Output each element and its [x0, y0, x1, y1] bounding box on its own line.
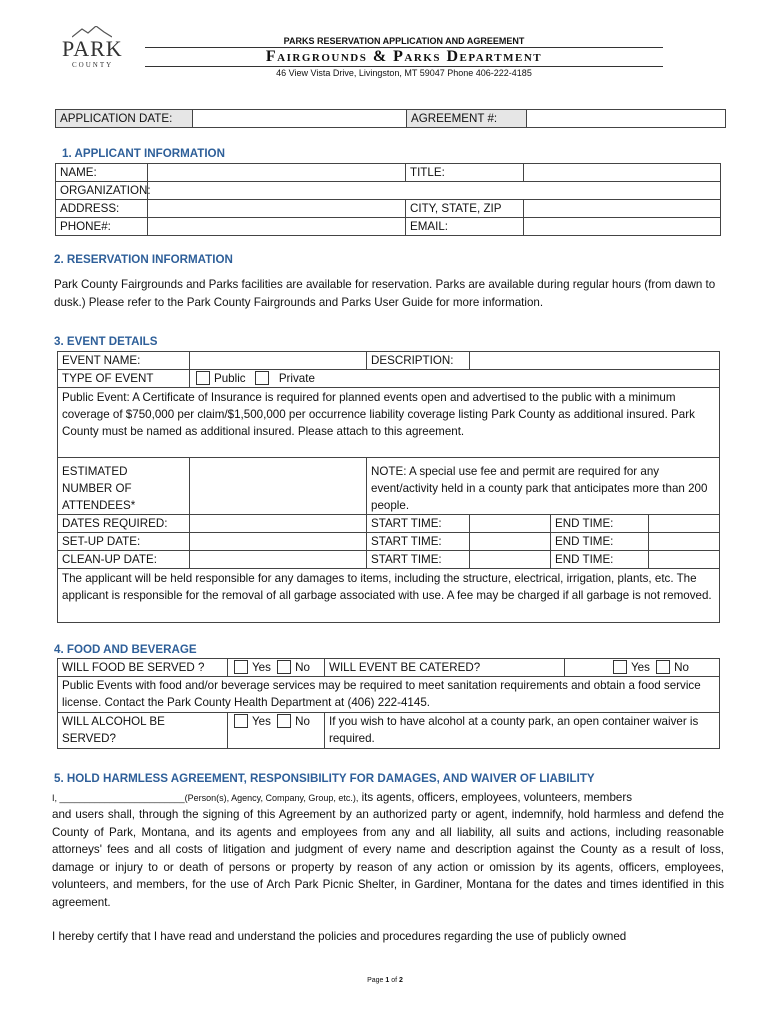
address-label: ADDRESS:: [56, 200, 148, 218]
dates-end-time-field[interactable]: [649, 515, 720, 533]
food-no-label: No: [295, 661, 310, 674]
attendees-label-line1: ESTIMATED: [62, 465, 128, 478]
dates-required-field[interactable]: [190, 515, 367, 533]
department-address: 46 View Vista Drive, Livingston, MT 59047 Phone 406-222-4185: [276, 68, 532, 78]
phone-field[interactable]: [148, 218, 406, 236]
page-current: 1: [385, 977, 390, 984]
agreement-number-field[interactable]: [527, 110, 726, 128]
cleanup-date-field[interactable]: [190, 551, 367, 569]
food-heading: 4. FOOD AND BEVERAGE: [54, 643, 197, 656]
title-label: TITLE:: [406, 164, 524, 182]
public-checkbox[interactable]: [196, 371, 210, 385]
setup-date-field[interactable]: [190, 533, 367, 551]
attendees-label-line3: ATTENDEES*: [62, 499, 136, 512]
application-date-field[interactable]: [193, 110, 407, 128]
catered-options: [565, 659, 720, 677]
hold-harmless-heading: 5. HOLD HARMLESS AGREEMENT, RESPONSIBILITY FOR DAMAGES, AND WAIVER OF LIABILITY: [54, 772, 595, 785]
attendees-label: [58, 458, 190, 515]
header-rule-bottom: [145, 66, 663, 67]
food-yes-label: Yes: [252, 661, 271, 674]
catered-no-label: No: [674, 661, 689, 674]
cleanup-start-time-label: START TIME:: [367, 551, 470, 569]
alcohol-label-line1: WILL ALCOHOL BE: [62, 715, 165, 728]
applicant-heading: 1. APPLICANT INFORMATION: [62, 147, 225, 160]
alcohol-options: [228, 713, 325, 749]
setup-end-time-label: END TIME:: [551, 533, 649, 551]
setup-end-time-field[interactable]: [649, 533, 720, 551]
agreement-number-label: AGREEMENT #:: [407, 110, 527, 128]
description-field[interactable]: [470, 352, 720, 370]
event-name-field[interactable]: [190, 352, 367, 370]
applicant-table: [55, 163, 721, 236]
catered-yes-checkbox[interactable]: [613, 660, 627, 674]
alcohol-no-checkbox[interactable]: [277, 714, 291, 728]
dates-start-time-field[interactable]: [470, 515, 551, 533]
setup-start-time-label: START TIME:: [367, 533, 470, 551]
county-logo: [56, 26, 126, 76]
application-date-label: APPLICATION DATE:: [56, 110, 193, 128]
attendees-field[interactable]: [190, 458, 367, 515]
address-field[interactable]: [148, 200, 406, 218]
cleanup-start-time-field[interactable]: [470, 551, 551, 569]
email-label: EMAIL:: [406, 218, 524, 236]
event-heading: 3. EVENT DETAILS: [54, 335, 158, 348]
catered-no-checkbox[interactable]: [656, 660, 670, 674]
reservation-heading: 2. RESERVATION INFORMATION: [54, 253, 233, 266]
organization-label: ORGANIZATION:: [56, 182, 148, 200]
cleanup-end-time-label: END TIME:: [551, 551, 649, 569]
description-label: DESCRIPTION:: [367, 352, 470, 370]
organization-field[interactable]: [148, 182, 721, 200]
alcohol-label-line2: SERVED?: [62, 732, 116, 745]
alcohol-yes-label: Yes: [252, 715, 271, 728]
alcohol-label: [58, 713, 228, 749]
dates-start-time-label: START TIME:: [367, 515, 470, 533]
type-of-event-options: [190, 370, 720, 388]
event-name-label: EVENT NAME:: [58, 352, 190, 370]
certify-text: I hereby certify that I have read and understand the policies and procedures regarding the use of publicly owned: [52, 930, 627, 943]
name-field[interactable]: [148, 164, 406, 182]
city-state-zip-field[interactable]: [524, 200, 721, 218]
food-table: [57, 658, 720, 749]
email-field[interactable]: [524, 218, 721, 236]
food-service-note: Public Events with food and/or beverage services may be required to meet sanitation requirements and obtain a food service license. Contact the Park County Health Department at (406) 222-4145.: [58, 677, 720, 713]
cleanup-end-time-field[interactable]: [649, 551, 720, 569]
phone-label: PHONE#:: [56, 218, 148, 236]
city-state-zip-label: CITY, STATE, ZIP: [406, 200, 524, 218]
setup-date-label: SET-UP DATE:: [58, 533, 190, 551]
page-of: of: [389, 977, 400, 984]
alcohol-note: If you wish to have alcohol at a county park, an open container waiver is required.: [325, 713, 720, 749]
page-prefix: Page: [367, 977, 386, 984]
dates-required-label: DATES REQUIRED:: [58, 515, 190, 533]
reservation-text: Park County Fairgrounds and Parks facilities are available for reservation. Parks are available during regular hours (from dawn to dusk.) Please refer to the Park County Fairgrounds and Parks User Guide for more information.: [54, 278, 716, 309]
special-use-note: NOTE: A special use fee and permit are required for any event/activity held in a county park that anticipates more than 200 people.: [367, 458, 720, 515]
hold-harmless-line1-rest: its agents, officers, employees, volunteers, members: [358, 791, 633, 804]
department-name: Fairgrounds & Parks Department: [265, 48, 543, 65]
alcohol-yes-checkbox[interactable]: [234, 714, 248, 728]
damages-note: The applicant will be held responsible for any damages to items, including the structure, electrical, irrigation, plants, etc. The applicant is responsible for the removal of all garbage associated with use. A fee may be charged if all garbage is not removed.: [58, 569, 720, 623]
catered-yes-label: Yes: [631, 661, 650, 674]
application-top-table: [55, 109, 726, 128]
title-field[interactable]: [524, 164, 721, 182]
public-event-note: Public Event: A Certificate of Insurance is required for planned events open and advertised to the public with a minimum coverage of $750,000 per claim/$1,500,000 per occurrence liability coverage listing Park County as additional insured. Park County must be named as additional insured. Please attach to this agreement.: [58, 388, 720, 458]
food-yes-checkbox[interactable]: [234, 660, 248, 674]
hold-harmless-small-note: (Person(s), Agency, Company, Group, etc.),: [184, 793, 359, 803]
food-served-label: WILL FOOD BE SERVED ?: [58, 659, 228, 677]
hold-harmless-name-blank[interactable]: I, _________________________: [52, 793, 185, 803]
hold-harmless-body: and users shall, through the signing of this Agreement by an authorized party or agent, indemnify, hold harmless and defend the County of Park, Montana, and its agents and employees from any and all liability, all suits and actions, including reasonable attorneys' fees and all costs of litigation and judgment of every name and description against the County as a result of loss, damage or injury to or death of persons or property by reason of any action or omission by its agents, officers, employees, volunteers, and members, for the use of Arch Park Picnic Shelter, in Gardiner, Montana for the dates and times identified in this agreement.: [52, 808, 724, 909]
page-total: 2: [399, 977, 403, 984]
name-label: NAME:: [56, 164, 148, 182]
page-number: [0, 977, 770, 984]
logo-county-text: COUNTY: [72, 61, 114, 69]
catered-label: WILL EVENT BE CATERED?: [325, 659, 565, 677]
private-checkbox[interactable]: [255, 371, 269, 385]
event-table: [57, 351, 720, 623]
hold-harmless-first-line: [52, 789, 724, 808]
private-label: Private: [278, 372, 315, 385]
dates-end-time-label: END TIME:: [551, 515, 649, 533]
alcohol-no-label: No: [295, 715, 310, 728]
type-of-event-label: TYPE OF EVENT: [58, 370, 190, 388]
attendees-label-line2: NUMBER OF: [62, 482, 132, 495]
food-served-options: [228, 659, 325, 677]
form-title: PARKS RESERVATION APPLICATION AND AGREEMENT: [283, 36, 525, 46]
logo-park-text: PARK: [62, 36, 123, 61]
food-no-checkbox[interactable]: [277, 660, 291, 674]
setup-start-time-field[interactable]: [470, 533, 551, 551]
public-label: Public: [214, 372, 246, 385]
cleanup-date-label: CLEAN-UP DATE:: [58, 551, 190, 569]
